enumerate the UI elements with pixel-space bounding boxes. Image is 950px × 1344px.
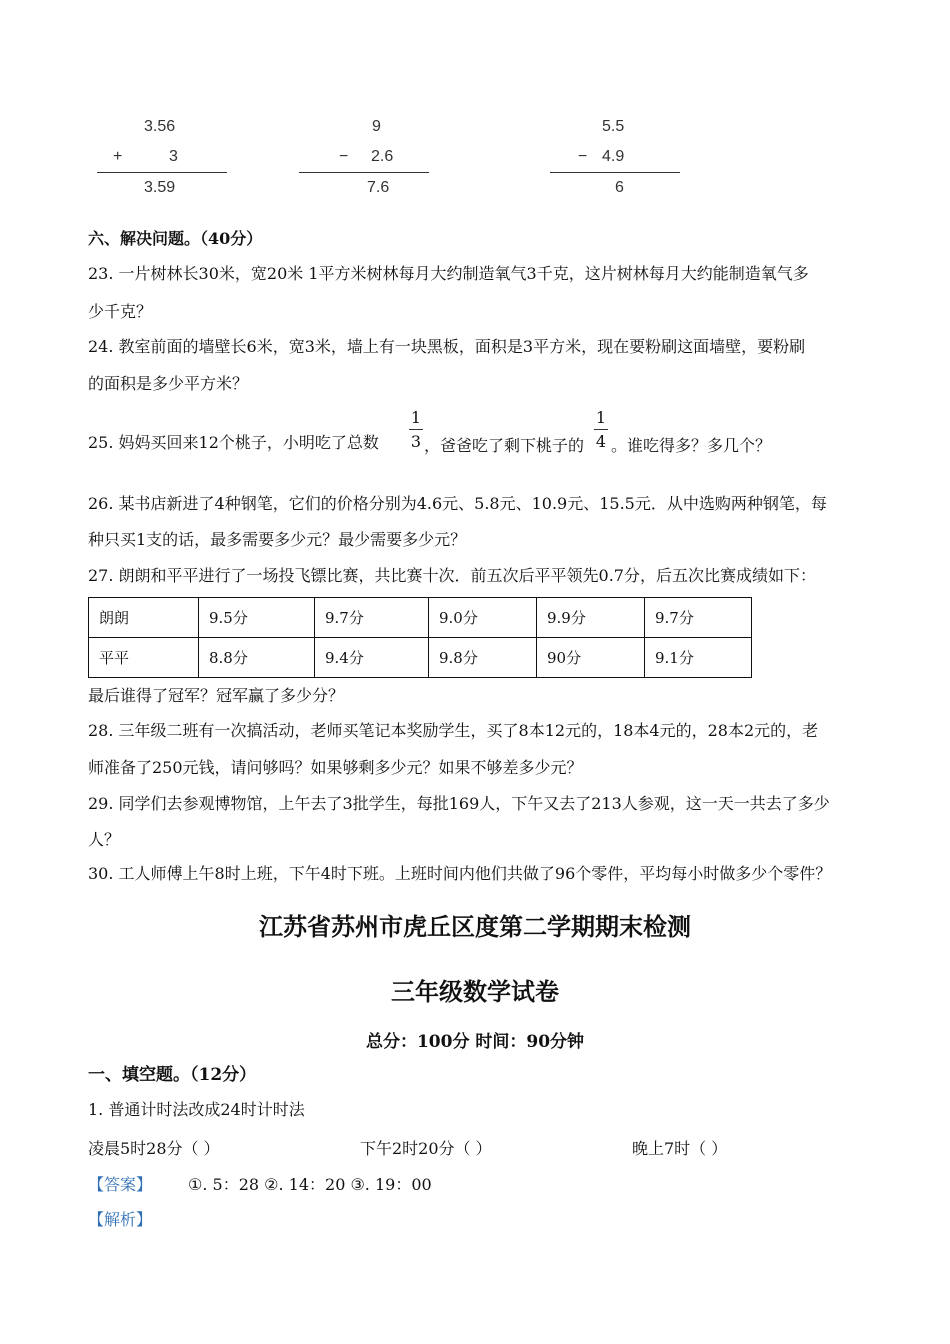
exam-title: 江苏省苏州市虎丘区度第二学期期末检测	[259, 912, 691, 941]
fraction-one-third	[409, 408, 423, 451]
table-row	[89, 598, 752, 638]
calc-rule	[550, 172, 680, 173]
question-28-line-2: 师准备了250元钱，请问够吗？如果够剩多少元？如果不够差多少元？	[88, 758, 583, 777]
table-cell: 9.7分	[645, 598, 752, 638]
question-30-line-1: 30. 工人师傅上午8时上班，下午4时下班。上班时间内他们共做了96个零件，平均每小时做多少个零件？	[88, 864, 832, 883]
calc-result: 3.59	[144, 179, 176, 196]
table-cell: 9.0分	[429, 598, 537, 638]
fraction-numerator: 1	[595, 408, 607, 427]
table-cell: 8.8分	[199, 638, 315, 678]
calc-operator: −	[578, 148, 588, 165]
question-24-line-1: 24. 教室前面的墙壁长6米，宽3米，墙上有一块黑板，面积是3平方米，现在要粉刷这面墙壁，要粉刷	[88, 337, 806, 356]
calc-bottom: 4.9	[602, 148, 625, 165]
question-26-line-1: 26. 某书店新进了4种钢笔，它们的价格分别为4.6元、5.8元、10.9元、15.5元．从中选购两种钢笔，每	[88, 494, 827, 513]
section-6-heading: 六、解决问题。（40分）	[88, 229, 263, 248]
fraction-denominator: 4	[595, 432, 607, 451]
fraction-bar	[594, 429, 608, 430]
exam-meta: 总分：100分 时间：90分钟	[365, 1032, 585, 1052]
calculation-2	[299, 116, 439, 196]
fraction-numerator: 1	[410, 408, 422, 427]
calc-bottom: 3	[169, 148, 178, 165]
fraction-denominator: 3	[410, 432, 422, 451]
table-cell: 9.7分	[315, 598, 429, 638]
score-table	[88, 597, 752, 678]
answer-label: 【答案】	[88, 1175, 153, 1194]
section-1-heading: 一、填空题。（12分）	[88, 1065, 257, 1085]
calc-operator: −	[339, 148, 349, 165]
calculation-1	[97, 116, 237, 196]
calc-top: 9	[372, 118, 381, 135]
question-23-line-2: 少千克？	[88, 302, 153, 321]
calc-top: 5.5	[602, 118, 625, 135]
question-25-part3: 。谁吃得多？多几个？	[611, 436, 772, 455]
question-1-item-3: 晚上7时（ ）	[632, 1139, 728, 1158]
table-cell: 9.4分	[315, 638, 429, 678]
fraction-bar	[409, 429, 423, 430]
table-cell: 9.5分	[199, 598, 315, 638]
fraction-one-quarter	[594, 408, 608, 451]
question-29-line-1: 29. 同学们去参观博物馆，上午去了3批学生，每批169人，下午又去了213人参观，这一天一共去了多少	[88, 794, 830, 813]
question-27-line-1: 27. 朗朗和平平进行了一场投飞镖比赛，共比赛十次．前五次后平平领先0.7分，后五次比赛成绩如下：	[88, 566, 816, 585]
calc-result: 7.6	[367, 179, 390, 196]
table-cell: 9.8分	[429, 638, 537, 678]
table-row	[89, 638, 752, 678]
question-1-item-1: 凌晨5时28分（ ）	[88, 1139, 220, 1158]
calc-top: 3.56	[144, 118, 176, 135]
question-25-part1: 25. 妈妈买回来12个桃子，小明吃了总数	[88, 433, 379, 452]
exam-subtitle: 三年级数学试卷	[391, 977, 559, 1006]
table-cell: 9.9分	[537, 598, 645, 638]
analysis-label: 【解析】	[88, 1210, 153, 1229]
table-cell: 9.1分	[645, 638, 752, 678]
calc-result: 6	[615, 179, 624, 196]
question-29-line-2: 人？	[88, 830, 121, 849]
calculation-3	[550, 116, 690, 196]
table-cell: 平平	[89, 638, 199, 678]
calc-bottom: 2.6	[371, 148, 394, 165]
question-25	[88, 433, 379, 453]
calc-rule	[299, 172, 429, 173]
question-28-line-1: 28. 三年级二班有一次搞活动，老师买笔记本奖励学生，买了8本12元的，18本4元的，28本2元的，老	[88, 721, 819, 740]
question-23-line-1: 23. 一片树林长30米，宽20米 1平方米树林每月大约制造氧气3千克，这片树林每月大约能制造氧气多	[88, 264, 809, 283]
calc-operator: +	[113, 148, 123, 165]
question-26-line-2: 种只买1支的话，最多需要多少元？最少需要多少元？	[88, 530, 467, 549]
question-1-item-2: 下午2时20分（ ）	[360, 1139, 492, 1158]
table-cell: 朗朗	[89, 598, 199, 638]
question-24-line-2: 的面积是多少平方米？	[88, 374, 249, 393]
calc-rule	[97, 172, 227, 173]
question-27-after: 最后谁得了冠军？冠军赢了多少分？	[88, 686, 345, 705]
question-1-text: 1. 普通计时法改成24时计时法	[88, 1100, 305, 1119]
answer-text: ①. 5：28 ②. 14：20 ③. 19：00	[188, 1175, 432, 1194]
question-25-part2: ，爸爸吃了剩下桃子的	[424, 436, 585, 455]
table-cell: 90分	[537, 638, 645, 678]
